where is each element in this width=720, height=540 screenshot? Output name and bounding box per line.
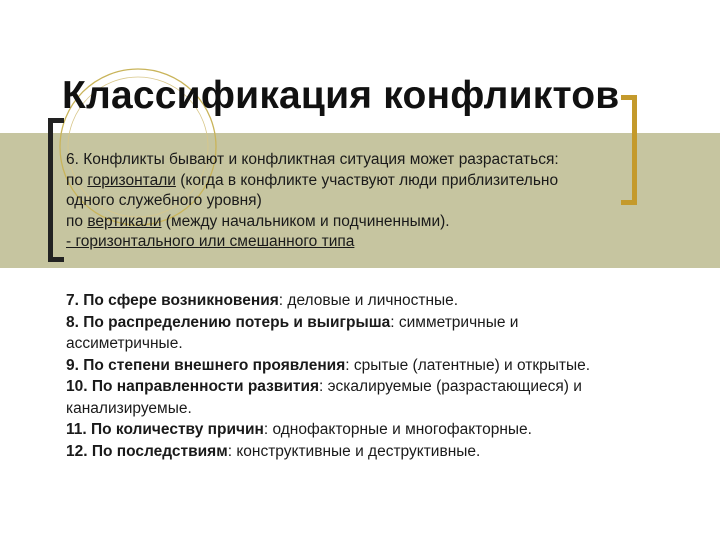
slide-title: Классификация конфликтов bbox=[62, 74, 620, 117]
item-text: канализируемые. bbox=[66, 399, 192, 417]
list-item bbox=[66, 333, 696, 355]
classification-list bbox=[66, 290, 696, 462]
text-line bbox=[66, 171, 666, 192]
item-text: ассиметричные. bbox=[66, 335, 183, 352]
item-heading: 8. По распределению потерь и выигрыша bbox=[66, 313, 391, 331]
list-item bbox=[66, 398, 696, 420]
vertical-term: вертикали bbox=[87, 212, 162, 230]
text-line: одного служебного уровня) bbox=[66, 192, 262, 209]
item-heading: 9. По степени внешнего проявления bbox=[66, 356, 346, 374]
item-heading: 7. По сфере возникновения bbox=[66, 292, 279, 309]
item-text: : конструктивные и деструктивные. bbox=[227, 442, 481, 460]
list-item bbox=[66, 441, 696, 463]
item-text: : однофакторные и многофакторные. bbox=[263, 421, 532, 438]
text-line: 6. Конфликты бывают и конфликтная ситуация может разрастаться: bbox=[66, 151, 559, 168]
item-text: : эскалируемые (разрастающиеся) и bbox=[319, 378, 582, 395]
text-line bbox=[66, 212, 666, 233]
left-bracket bbox=[48, 118, 64, 262]
list-item bbox=[66, 376, 696, 398]
item-text: : деловые и личностные. bbox=[278, 292, 459, 309]
text-line-underlined: - горизонтального или смешанного типа bbox=[66, 233, 355, 250]
text-span: (когда в конфликте участвуют люди приблизительно bbox=[175, 171, 559, 189]
horizontal-term: горизонтали bbox=[87, 171, 176, 189]
item-text: : симметричные и bbox=[390, 313, 519, 331]
conflict-spread-text bbox=[66, 150, 666, 253]
text-span: по bbox=[66, 212, 88, 230]
list-item bbox=[66, 312, 696, 334]
text-span: (между начальником и подчиненными). bbox=[161, 212, 450, 230]
list-item bbox=[66, 355, 696, 377]
item-heading: 12. По последствиям bbox=[66, 442, 228, 460]
list-item bbox=[66, 290, 696, 312]
item-heading: 10. По направленности развития bbox=[66, 378, 320, 395]
text-span: по bbox=[66, 171, 88, 189]
item-heading: 11. По количеству причин bbox=[66, 421, 264, 438]
item-text: : срытые (латентные) и открытые. bbox=[345, 356, 591, 374]
list-item bbox=[66, 419, 696, 441]
